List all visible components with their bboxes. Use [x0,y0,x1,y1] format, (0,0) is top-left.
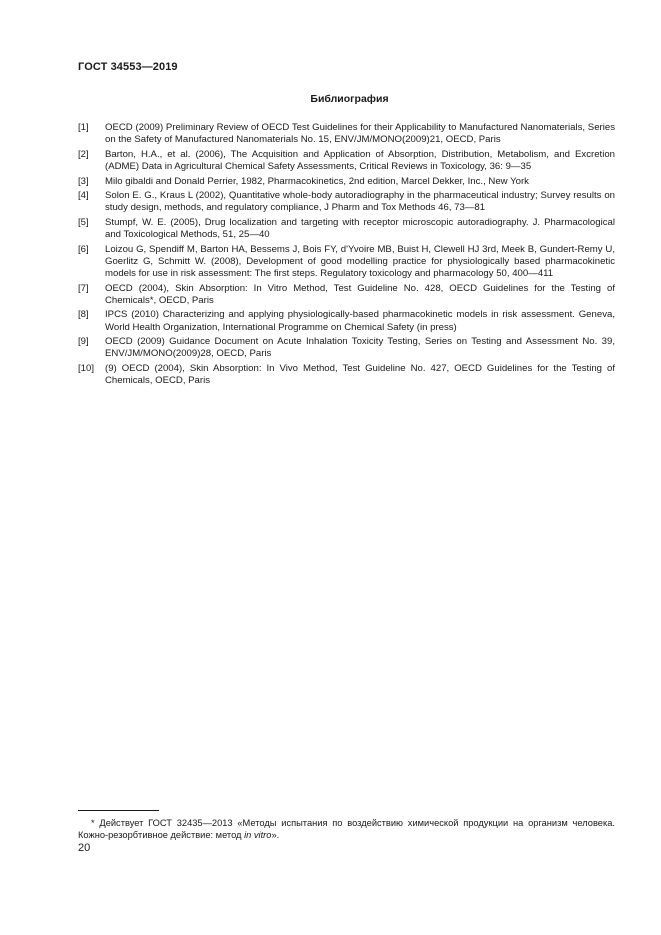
section-title: Библиография [310,93,389,105]
list-item [78,363,615,387]
footnote-text-end: ». [271,830,280,840]
reference-text: Loizou G, Spendiff M, Barton HA, Bessems J, Bois FY, d'Yvoire MB, Buist H, Clewell HJ 3rd, Meek B, Gundert-Remy U, Goerlitz G, Schmitt W. (2008), Development of good modelling practice for physiologically based pharmacokinetic models for use in risk assessment: The first steps. Regulatory toxicology and pharmacology 50, 400—411 [105,243,615,279]
list-item [78,217,615,241]
list-item [78,122,615,146]
reference-number: [9] [78,336,89,348]
reference-number: [7] [78,282,89,294]
reference-number: [3] [78,175,89,187]
reference-text: OECD (2004), Skin Absorption: In Vitro Method, Test Guideline No. 428, OECD Guidelines for the Testing of Chemicals*, OECD, Paris [105,282,615,306]
reference-number: [1] [78,122,89,133]
footnote-divider [78,810,159,811]
reference-number: [10] [78,363,95,375]
reference-number: [6] [78,243,89,255]
list-item [78,244,615,280]
reference-number: [5] [78,217,89,229]
footnote [78,817,615,841]
reference-number: [2] [78,148,89,160]
reference-text: IPCS (2010) Characterizing and applying physiologically-based pharmacokinetic models in risk assessment. Geneva, World Health Organization, International Programme on Chemical Safety (in press) [105,309,615,333]
footnote-text: * Действует ГОСТ 32435—2013 «Методы испытания по воздействию химической продукции на организм человека. Кожно-резорбтивное действие: метод [78,818,615,840]
reference-text: Milo gibaldi and Donald Perrier, 1982, Pharmacokinetics, 2nd edition, Marcel Dekker, Inc., New York [105,175,529,187]
reference-text: OECD (2009) Guidance Document on Acute Inhalation Toxicity Testing, Series on Testing and Assessment No. 39, ENV/JM/MONO(2009)28, OECD, Paris [105,336,615,360]
reference-text: OECD (2009) Preliminary Review of OECD Test Guidelines for their Applicability to Manufactured Nanomaterials, Series on the Safety of Manufactured Nanomaterials No. 15, ENV/JM/MONO(2009)21, OECD, Paris [105,122,615,146]
list-item [78,283,615,307]
reference-text: (9) OECD (2004), Skin Absorption: In Vivo Method, Test Guideline No. 427, OECD Guidelines for the Testing of Chemicals, OECD, Paris [105,363,615,387]
reference-number: [8] [78,309,89,321]
reference-number: [4] [78,190,89,202]
reference-text: Solon E. G., Kraus L (2002), Quantitative whole-body autoradiography in the pharmaceutical industry; Survey results on study design, methods, and regulatory compliance, J Pharm and Tox Methods 46, 73—81 [105,190,615,214]
list-item [78,309,615,333]
list-item [78,190,615,214]
list-item [78,336,615,360]
document-header: ГОСТ 34553—2019 [78,61,178,73]
reference-text: Stumpf, W. E. (2005), Drug localization and targeting with receptor microscopic autoradiography. J. Pharmacological and Toxicological Methods, 51, 25—40 [105,217,615,241]
reference-text: Barton, H.A., et al. (2006), The Acquisition and Application of Absorption, Distribution, Metabolism, and Excretion (ADME) Data in Agricultural Chemical Safety Assessments, Critical Reviews in Toxicology, 36: 9—35 [105,148,615,172]
list-item [78,149,615,173]
list-item [78,176,615,188]
footnote-italic-text: in vitro [244,830,272,840]
page-number: 20 [78,842,91,854]
bibliography-list [78,122,615,390]
